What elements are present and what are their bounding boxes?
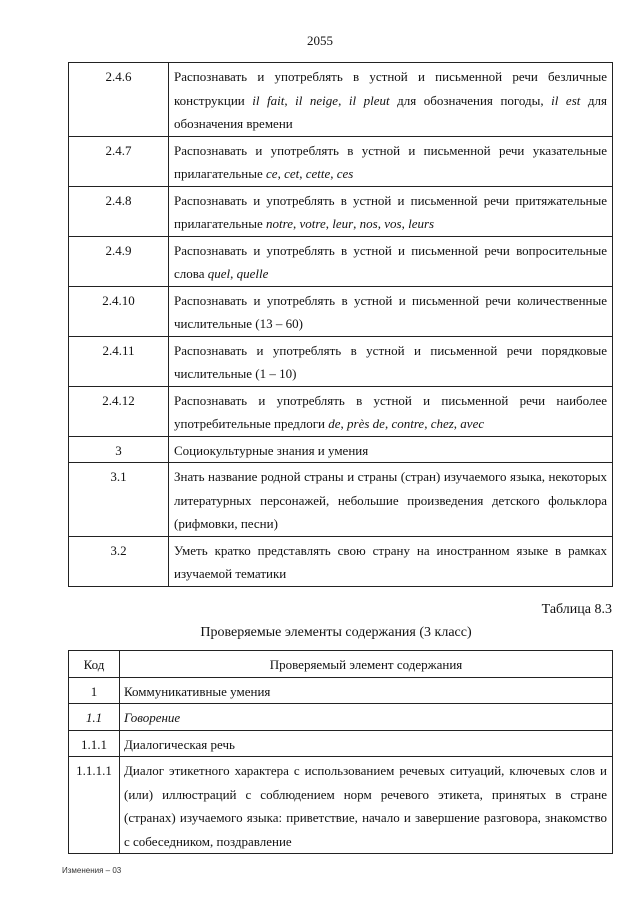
- row-description: [169, 63, 613, 137]
- text-segment: Уметь кратко представлять свою страну на иностранном языке в рамках изучаемой тематики: [174, 542, 607, 581]
- row-element: Диалогическая речь: [120, 730, 613, 757]
- outcomes-table: [68, 62, 613, 587]
- row-code: 1.1: [69, 704, 120, 731]
- text-segment: для обозначения времени: [174, 92, 607, 131]
- text-segment: ,: [230, 266, 237, 281]
- text-segment: ,: [424, 416, 431, 431]
- italic-term: cet: [284, 166, 300, 181]
- table-row: [69, 136, 613, 186]
- page-number: 2055: [307, 33, 333, 48]
- row-description: [169, 463, 613, 537]
- italic-term: de: [328, 416, 341, 431]
- row-description: [169, 336, 613, 386]
- row-element: Говорение: [120, 704, 613, 731]
- text-segment: ,: [338, 92, 349, 108]
- table-caption: Проверяемые элементы содержания (3 класс): [200, 625, 472, 640]
- row-code: 1.1.1: [69, 730, 120, 757]
- text-segment: ,: [453, 416, 461, 431]
- row-element: Коммуникативные умения: [120, 677, 613, 704]
- italic-term: quelle: [236, 266, 269, 281]
- header-element: Проверяемый элемент содержания: [120, 651, 613, 678]
- text-segment: Распознавать и употреблять в устной и письменной речи притяжательные прилагательные: [174, 192, 607, 231]
- row-description: [169, 536, 613, 586]
- table-row: [69, 704, 613, 731]
- text-segment: ,: [330, 166, 337, 181]
- header-code: Код: [69, 651, 120, 678]
- row-code: 1.1.1.1: [69, 757, 120, 854]
- italic-term: vos: [384, 216, 402, 231]
- text-segment: ,: [277, 166, 285, 181]
- table-row: [69, 336, 613, 386]
- text-segment: ,: [284, 92, 296, 108]
- row-description: [169, 136, 613, 186]
- table-row: [69, 677, 613, 704]
- text-segment: ,: [292, 216, 300, 231]
- italic-term: cette: [305, 166, 331, 181]
- table-row: [69, 757, 613, 854]
- text-segment: ,: [401, 216, 409, 231]
- italic-term: votre: [299, 216, 326, 231]
- footer-note: Изменения – 03: [62, 866, 122, 875]
- text-segment: Распознавать и употреблять в устной и письменной речи безличные конструкции: [174, 69, 607, 108]
- table-row: [69, 63, 613, 137]
- italic-term: leurs: [408, 216, 435, 231]
- italic-term: quel: [207, 266, 231, 281]
- text-segment: Распознавать и употреблять в устной и письменной речи наиболее употребительные предлоги: [174, 392, 607, 431]
- row-code: 2.4.6: [69, 63, 169, 137]
- row-description: [169, 286, 613, 336]
- text-segment: Распознавать и употреблять в устной и письменной речи вопросительные слова: [174, 242, 607, 281]
- row-element: Диалог этикетного характера с использованием речевых ситуаций, ключевых слов и (или) иллюстраций с соблюдением норм речевого этикета, принятых в стране (странах) изучаемого языка: приветствие, начало и завершение разговора, знакомство с собеседником, поздравление: [120, 757, 613, 854]
- italic-term: notre: [266, 216, 293, 231]
- row-code: 2.4.11: [69, 336, 169, 386]
- italic-term: il neige: [295, 92, 339, 108]
- row-code: 3: [69, 436, 169, 463]
- table-row: [69, 436, 613, 463]
- row-code: 2.4.10: [69, 286, 169, 336]
- row-code: 2.4.9: [69, 236, 169, 286]
- text-segment: для обозначения погоды,: [389, 92, 552, 108]
- italic-term: nos: [359, 216, 378, 231]
- row-code: 2.4.8: [69, 186, 169, 236]
- table-header-row: [69, 651, 613, 678]
- row-code: 1: [69, 677, 120, 704]
- text-segment: Распознавать и употреблять в устной и письменной речи количественные числительные (13 – 60): [174, 292, 607, 331]
- italic-term: il pleut: [348, 92, 390, 108]
- table-row: [69, 286, 613, 336]
- italic-term: avec: [460, 416, 485, 431]
- italic-term: près de: [347, 416, 385, 431]
- row-code: 3.1: [69, 463, 169, 537]
- text-segment: ,: [340, 416, 348, 431]
- text-segment: ,: [353, 216, 360, 231]
- text-segment: Социокультурные знания и умения: [174, 442, 369, 458]
- row-code: 2.4.12: [69, 386, 169, 436]
- table-row: [69, 236, 613, 286]
- italic-term: ce: [266, 166, 278, 181]
- text-segment: Знать название родной страны и страны (стран) изучаемого языка, некоторых литературных персонажей, небольшие произведения детского фольклора (рифмовки, песни): [174, 469, 607, 531]
- row-description: [169, 186, 613, 236]
- italic-term: il est: [551, 92, 581, 108]
- italic-term: chez: [430, 416, 454, 431]
- row-code: 3.2: [69, 536, 169, 586]
- text-segment: ,: [325, 216, 333, 231]
- table-label: Таблица 8.3: [541, 602, 612, 617]
- table-row: [69, 463, 613, 537]
- text-segment: ,: [299, 166, 306, 181]
- italic-term: ces: [336, 166, 354, 181]
- row-description: [169, 386, 613, 436]
- text-segment: Распознавать и употреблять в устной и письменной речи указательные прилагательные: [174, 142, 607, 181]
- row-description: [169, 236, 613, 286]
- italic-term: leur: [332, 216, 354, 231]
- content-elements-table: [68, 650, 613, 854]
- table-row: [69, 186, 613, 236]
- row-code: 2.4.7: [69, 136, 169, 186]
- table-row: [69, 386, 613, 436]
- italic-term: il fait: [252, 92, 285, 108]
- text-segment: ,: [384, 416, 392, 431]
- text-segment: ,: [377, 216, 385, 231]
- italic-term: contre: [391, 416, 425, 431]
- text-segment: Распознавать и употреблять в устной и письменной речи порядковые числительные (1 – 10): [174, 342, 607, 381]
- table-row: [69, 730, 613, 757]
- table-row: [69, 536, 613, 586]
- row-description: [169, 436, 613, 463]
